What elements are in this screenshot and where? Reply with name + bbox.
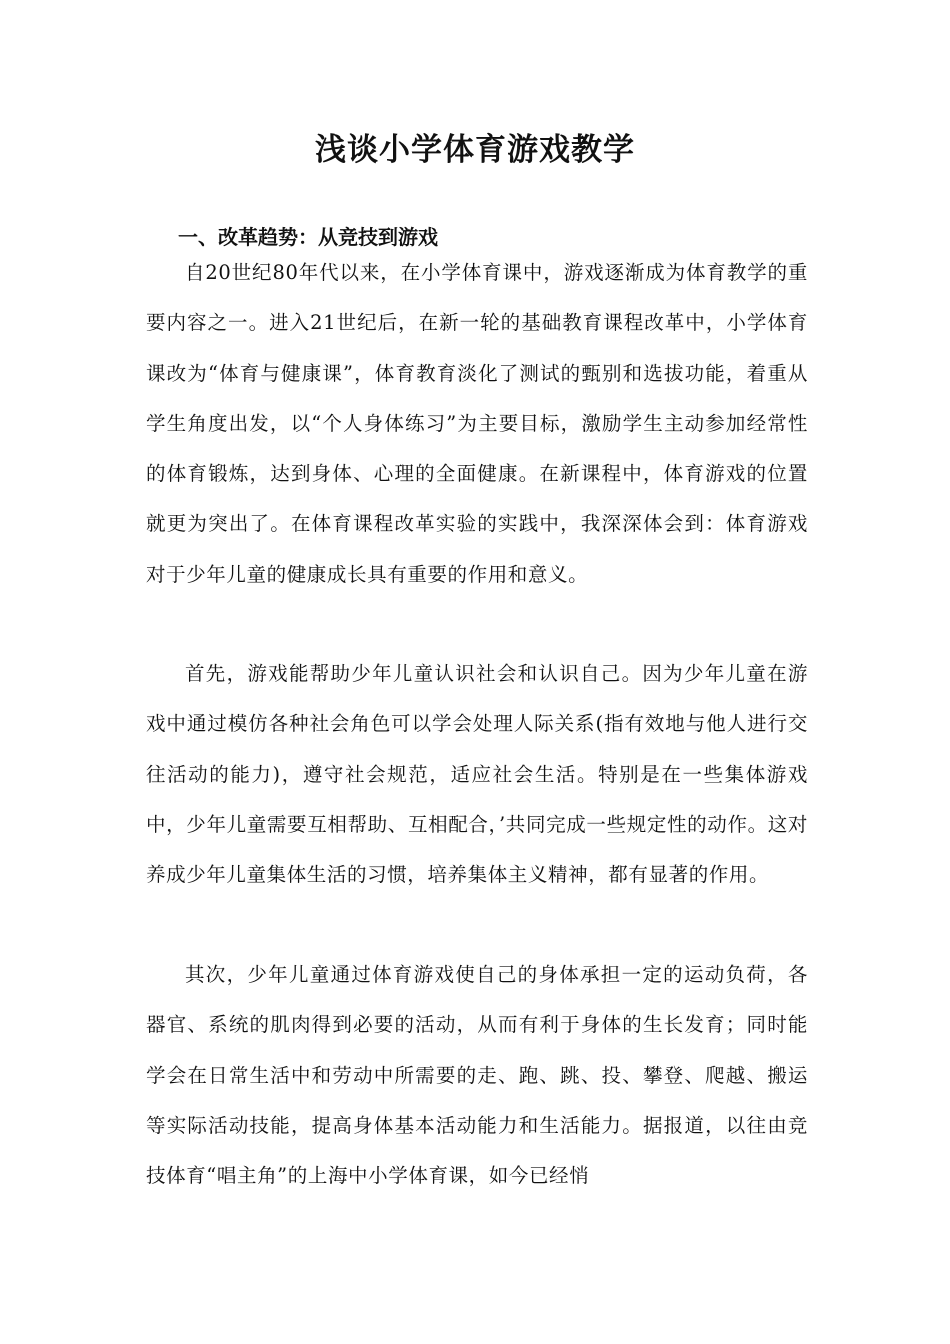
paragraph-intro: 自20世纪80年代以来，在小学体育课中，游戏逐渐成为体育教学的重要内容之一。进入21世纪后，在新一轮的基础教育课程改革中，小学体育课改为“体育与健康课”，体育教育淡化了测试的甄别和选拔功能，着重从学生角度出发，以“个人身体练习”为主要目标，激励学生主动参加经常性的体育锻炼，达到身体、心理的全面健康。在新课程中，体育游戏的位置就更为突出了。在体育课程改革实验的实践中，我深深体会到：体育游戏对于少年儿童的健康成长具有重要的作用和意义。 — [146, 261, 808, 586]
paragraph-first-point: 首先，游戏能帮助少年儿童认识社会和认识自己。因为少年儿童在游戏中通过模仿各种社会角色可以学会处理人际关系(指有效地与他人进行交往活动的能力)，遵守社会规范，适应社会生活。特别是在一些集体游戏中，少年儿童需要互相帮助、互相配合，’共同完成一些规定性的动作。这对养成少年儿童集体生活的习惯，培养集体主义精神，都有显著的作用。 — [146, 662, 808, 887]
section-heading: 一、改革趋势：从竞技到游戏 — [178, 225, 438, 249]
paragraph-second-point: 其次，少年儿童通过体育游戏使自己的身体承担一定的运动负荷，各器官、系统的肌肉得到必要的活动，从而有利于身体的生长发育；同时能学会在日常生活中和劳动中所需要的走、跑、跳、投、攀登、爬越、搬运等实际活动技能，提高身体基本活动能力和生活能力。据报道，以往由竞技体育“唱主角”的上海中小学体育课，如今已经悄 — [146, 963, 808, 1188]
document-title: 浅谈小学体育游戏教学 — [315, 132, 635, 168]
